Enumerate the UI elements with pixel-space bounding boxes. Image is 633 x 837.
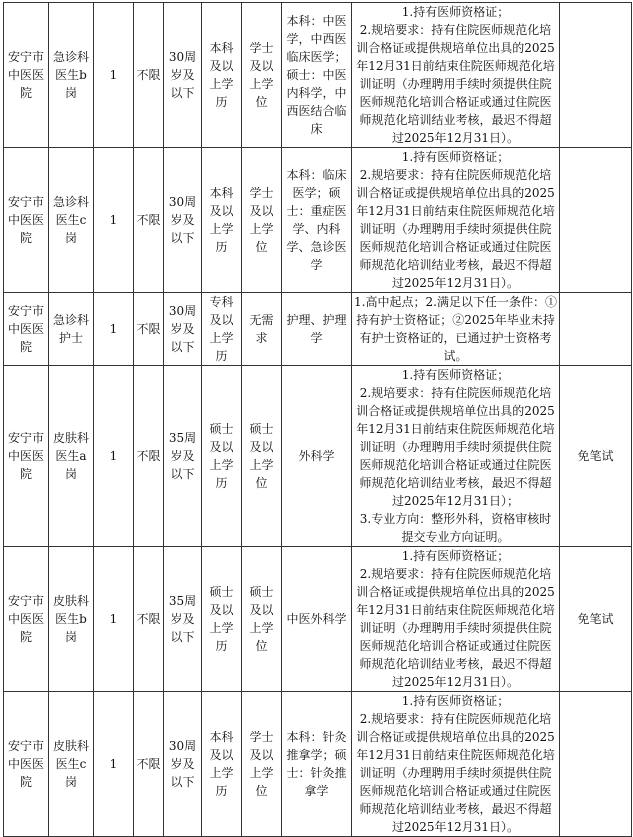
requirement-line: 1.持有医师资格证； [401, 368, 510, 382]
gender-cell: 不限 [134, 293, 164, 366]
requirements-cell [352, 366, 560, 547]
requirement-line: 1.持有医师资格证； [401, 5, 510, 19]
table-row [4, 366, 632, 547]
unit-cell: 安宁市中医医院 [4, 293, 49, 366]
count-cell: 1 [94, 692, 134, 837]
education-cell: 本科及以上学历 [202, 692, 242, 837]
note-cell [560, 3, 632, 148]
note-cell: 免笔试 [560, 366, 632, 547]
gender-cell: 不限 [134, 547, 164, 692]
age-cell: 30周岁及以下 [164, 3, 202, 148]
education-cell: 本科及以上学历 [202, 148, 242, 293]
requirement-line: 3.专业方向：整形外科，资格审核时提交专业方向证明。 [359, 512, 552, 544]
count-cell: 1 [94, 547, 134, 692]
degree-cell: 无需求 [242, 293, 282, 366]
age-cell: 30周岁及以下 [164, 148, 202, 293]
age-cell: 30周岁及以下 [164, 692, 202, 837]
table-row [4, 148, 632, 293]
count-cell: 1 [94, 366, 134, 547]
education-cell: 硕士及以上学历 [202, 547, 242, 692]
note-cell [560, 293, 632, 366]
degree-cell: 学士及以上学位 [242, 3, 282, 148]
unit-cell: 安宁市中医医院 [4, 547, 49, 692]
requirements-cell [352, 547, 560, 692]
education-cell: 本科及以上学历 [202, 3, 242, 148]
requirement-line: 2.规培要求：持有住院医师规范化培训合格证或提供规培单位出具的2025年12月31日前结束住院医师规范化培训证明（办理聘用手续时须提供住院医师规范化培训合格证或通过住院医师规范化培训结业考核，最迟不得超过2025年12月31日）。 [356, 712, 555, 834]
requirements-cell [352, 692, 560, 837]
age-cell: 35周岁及以下 [164, 547, 202, 692]
major-cell: 本科：临床医学；硕士：重症医学、内科学、急诊医学 [282, 148, 352, 293]
post-cell: 急诊科护士 [49, 293, 94, 366]
requirements-cell [352, 3, 560, 148]
major-cell: 本科：中医学，中西医临床医学；硕士：中医内科学，中西医结合临床 [282, 3, 352, 148]
count-cell: 1 [94, 293, 134, 366]
note-cell [560, 692, 632, 837]
gender-cell: 不限 [134, 692, 164, 837]
gender-cell: 不限 [134, 3, 164, 148]
age-cell: 35周岁及以下 [164, 366, 202, 547]
unit-cell: 安宁市中医医院 [4, 366, 49, 547]
requirements-cell [352, 148, 560, 293]
post-cell: 急诊科医生b岗 [49, 3, 94, 148]
post-cell: 急诊科医生c岗 [49, 148, 94, 293]
recruitment-table [3, 2, 632, 837]
age-cell: 30周岁及以下 [164, 293, 202, 366]
requirement-line: 2.规培要求：持有住院医师规范化培训合格证或提供规培单位出具的2025年12月31日前结束住院医师规范化培训证明（办理聘用手续时须提供住院医师规范化培训合格证或通过住院医师规范化培训结业考核，最迟不得超过2025年12月31日）。 [356, 23, 555, 145]
major-cell: 护理、护理学 [282, 293, 352, 366]
count-cell: 1 [94, 3, 134, 148]
unit-cell: 安宁市中医医院 [4, 3, 49, 148]
count-cell: 1 [94, 148, 134, 293]
table-row [4, 3, 632, 148]
unit-cell: 安宁市中医医院 [4, 692, 49, 837]
unit-cell: 安宁市中医医院 [4, 148, 49, 293]
requirement-line: 1.持有医师资格证； [401, 549, 510, 563]
requirement-line: 2.规培要求：持有住院医师规范化培训合格证或提供规培单位出具的2025年12月31日前结束住院医师规范化培训证明（办理聘用手续时须提供住院医师规范化培训合格证或通过住院医师规范化培训结业考核，最迟不得超过2025年12月31日）。 [356, 567, 555, 689]
note-cell: 免笔试 [560, 547, 632, 692]
major-cell: 中医外科学 [282, 547, 352, 692]
major-cell: 本科：针灸推拿学；硕士：针灸推拿学 [282, 692, 352, 837]
post-cell: 皮肤科 医生c岗 [49, 692, 94, 837]
requirement-line: 1.持有医师资格证； [401, 694, 510, 708]
requirement-line: 1.持有医师资格证； [401, 150, 510, 164]
degree-cell: 硕士及以上学位 [242, 547, 282, 692]
degree-cell: 学士及以上学位 [242, 148, 282, 293]
post-cell: 皮肤科医生a岗 [49, 366, 94, 547]
education-cell: 硕士及以上学历 [202, 366, 242, 547]
requirements-cell [352, 293, 560, 366]
gender-cell: 不限 [134, 148, 164, 293]
gender-cell: 不限 [134, 366, 164, 547]
major-cell: 外科学 [282, 366, 352, 547]
degree-cell: 学士及以上学位 [242, 692, 282, 837]
requirement-line: 1.高中起点；2.满足以下任一条件：①持有护士资格证；②2025年毕业未持有护士资格证的，已通过护士资格考试。 [354, 295, 557, 363]
degree-cell: 硕士及以上学位 [242, 366, 282, 547]
table-row [4, 293, 632, 366]
education-cell: 专科及以上学历 [202, 293, 242, 366]
requirement-line: 2.规培要求：持有住院医师规范化培训合格证或提供规培单位出具的2025年12月31日前结束住院医师规范化培训证明（办理聘用手续时须提供住院医师规范化培训合格证或通过住院医师规范化培训结业考核，最迟不得超过2025年12月31日）； [356, 386, 555, 508]
note-cell [560, 148, 632, 293]
post-cell: 皮肤科医生b岗 [49, 547, 94, 692]
table-row [4, 547, 632, 692]
table-row [4, 692, 632, 837]
requirement-line: 2.规培要求：持有住院医师规范化培训合格证或提供规培单位出具的2025年12月31日前结束住院医师规范化培训证明（办理聘用手续时须提供住院医师规范化培训合格证或通过住院医师规范化培训结业考核，最迟不得超过2025年12月31日）。 [356, 168, 555, 290]
